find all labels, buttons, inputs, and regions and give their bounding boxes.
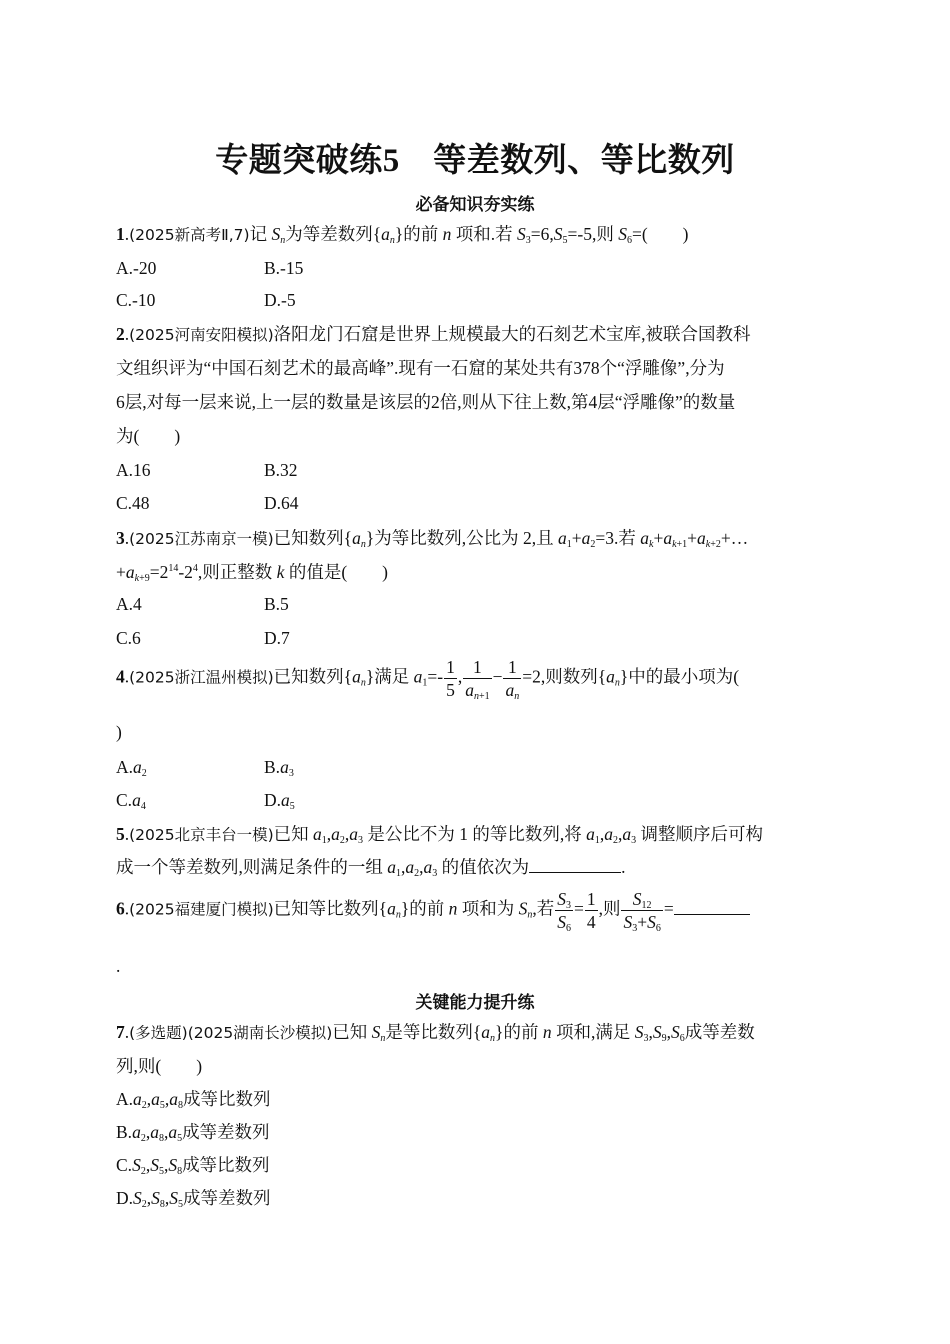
q4-option-a: $A.a_2$ (116, 757, 147, 779)
question-4: 4.(2025浙江温州模拟)已知数列$\{a_n\}$满足 $a_1=-$ $\frac{1}{5}$ , $\frac{1}{a_{n+1}}$ − $\frac{1}{a_n}$ =2,则数列$\{a_n\}$中的最小项为( (116, 657, 740, 702)
q2-option-c: C.48 (116, 493, 150, 513)
question-7-line-2: 列,则( ) (116, 1056, 203, 1076)
question-6: 6.(2025福建厦门模拟)已知等比数列$\{a_n\}$的前 n 项和为 $S_n$,若 $\frac{S_3}{S_6}$ = $\frac{1}{4}$ ,则 $\frac{S_{12}}{S_3+S_6}$ = (116, 888, 836, 933)
fraction-s3-over-s6: $\frac{S_3}{S_6}$ (557, 889, 571, 934)
question-2-line-2: 文组织评为“中国石刻艺术的最高峰”.现有一石窟的某处共有378个“浮雕像”,分为 (116, 358, 725, 378)
q4-option-c: $C.a_4$ (116, 790, 146, 812)
question-5-line-2: 成一个等差数列,则满足条件的一组 $a_1,a_2,a_3$ 的值依次为 . (116, 857, 626, 879)
q3-option-a: A.4 (116, 594, 142, 614)
question-3-line-2: $+a_{k+9}=2^{14}-2^4$,则正整数 k 的值是( ) (116, 562, 388, 584)
q2-option-d: D.64 (264, 493, 299, 513)
q2-option-b: B.32 (264, 460, 298, 480)
fraction-reciprocal-a-n: $\frac{1}{a_n}$ (505, 657, 520, 702)
question-4-line-2: ) (116, 722, 122, 742)
question-7: 7.(多选题)(2025湖南长沙模拟)已知 $S_n$是等比数列$\{a_n\}$的前 n 项和,满足 $S_3,S_9,S_6$成等差数 (116, 1022, 755, 1044)
fraction-one-fifth: $\frac{1}{5}$ (446, 657, 455, 700)
q1-option-d: D.-5 (264, 290, 296, 310)
fraction-reciprocal-a-n-plus-1: $\frac{1}{a_{n+1}}$ (465, 657, 490, 702)
q7-option-a: $A.a_2,a_5,a_8$成等比数列 (116, 1089, 271, 1111)
question-2-line-3: 6层,对每一层来说,上一层的数量是该层的2倍,则从下往上数,第4层“浮雕像”的数量 (116, 392, 736, 412)
section-advanced: 关键能力提升练 (415, 993, 535, 1012)
page-title: 专题突破练5 等差数列、等比数列 (215, 143, 735, 179)
question-5: 5.(2025北京丰台一模)已知 $a_1,a_2,a_3$ 是公比不为 1 的等比数列,将 $a_1,a_2,a_3$ 调整顺序后可构 (116, 824, 764, 846)
q1-option-b: B.-15 (264, 258, 304, 278)
q3-option-b: B.5 (264, 594, 289, 614)
question-2-line-4: 为( ) (116, 426, 181, 446)
q1-option-a: A.-20 (116, 258, 157, 278)
q3-option-c: C.6 (116, 628, 141, 648)
q4-option-b: $B.a_3$ (264, 757, 294, 779)
fraction-one-quarter: $\frac{1}{4}$ (586, 889, 596, 932)
q1-option-c: C.-10 (116, 290, 156, 310)
answer-blank[interactable] (529, 856, 621, 873)
question-1: 1.(2025新高考Ⅱ,7)记 $S_n$为等差数列$\{a_n\}$的前 n 项和.若 $S_3=6,S_5=-5$,则 $S_6=$( ) (116, 224, 689, 246)
q3-option-d: D.7 (264, 628, 290, 648)
q7-option-c: $C.S_2,S_5,S_8$成等比数列 (116, 1155, 270, 1177)
answer-blank[interactable] (674, 898, 750, 915)
q2-option-a: A.16 (116, 460, 151, 480)
section-basic: 必备知识夯实练 (415, 195, 535, 214)
question-2: 2.(2025河南安阳模拟)洛阳龙门石窟是世界上规模最大的石刻艺术宝库,被联合国教科 (116, 324, 751, 344)
question-3: 3.(2025江苏南京一模)已知数列$\{a_n\}$为等比数列,公比为 2,且 $a_1+a_2=3$.若 $a_k+a_{k+1}+a_{k+2}+\dots$ (116, 528, 749, 550)
fraction-s12-over-sum: $\frac{S_{12}}{S_3+S_6}$ (623, 889, 661, 934)
q4-option-d: $D.a_5$ (264, 790, 295, 812)
q7-option-d: $D.S_2,S_8,S_5$成等差数列 (116, 1188, 271, 1210)
q7-option-b: $B.a_2,a_8,a_5$成等差数列 (116, 1122, 270, 1144)
question-6-line-2: . (116, 956, 121, 976)
